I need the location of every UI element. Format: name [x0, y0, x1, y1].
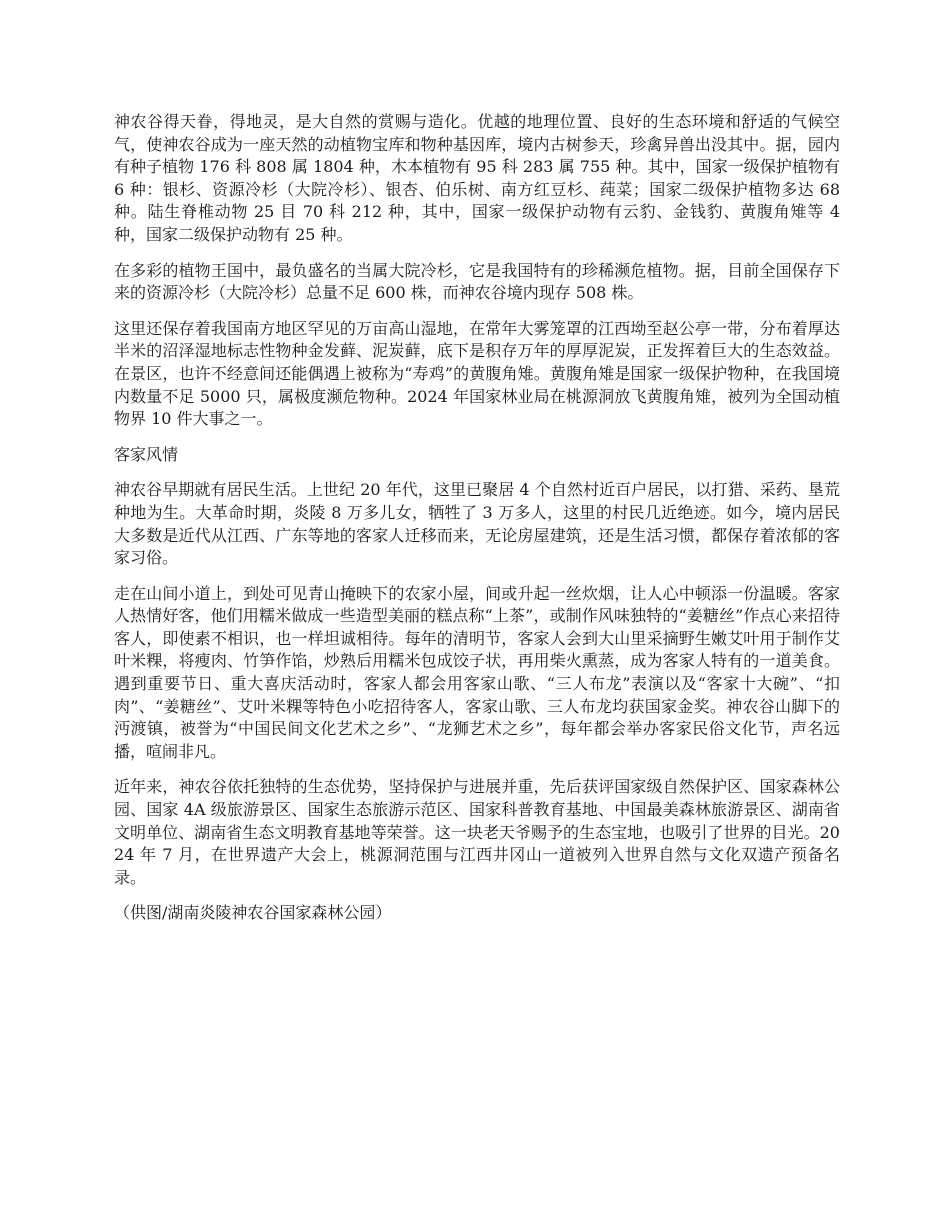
photo-credit: （供图/湖南炎陵神农谷国家森林公园）	[114, 903, 392, 923]
paragraph-honors: 近年来，神农谷依托独特的生态优势，坚持保护与进展并重，先后获评国家级自然保护区、国家森林公园、国家 4A 级旅游景区、国家生态旅游示范区、国家科普教育基地、中国最美森林旅游景区、湖南省文明单位、湖南省生态文明教育基地等荣誉。这一块老天爷赐予的生态宝地，也吸引了世界的目光。2024 年 7 月，在世界遗产大会上，桃源洞范围与江西井冈山一道被列入世界自然与文化双遗产预备名录。	[114, 777, 840, 887]
section-heading: 客家风情	[114, 444, 179, 464]
article-body	[114, 111, 840, 925]
paragraph-hakka-history: 神农谷早期就有居民生活。上世纪 20 年代，这里已聚居 4 个自然村近百户居民，以打猎、采药、垦荒种地为生。大革命时期，炎陵 8 万多儿女，牺牲了 3 万多人，这里的村民几近绝迹。如今，境内居民大多数是近代从江西、广东等地的客家人迁移而来，无论房屋建筑，还是生活习惯，都保存着浓郁的客家习俗。	[114, 480, 840, 568]
paragraph-wetland: 这里还保存着我国南方地区罕见的万亩高山湿地，在常年大雾笼罩的江西坳至赵公亭一带，分布着厚达半米的沼泽湿地标志性物种金发藓、泥炭藓，底下是积存万年的厚厚泥炭，正发挥着巨大的生态效益。在景区，也许不经意间还能偶遇上被称为“寿鸡”的黄腹角雉。黄腹角雉是国家一级保护物种，在我国境内数量不足 5000 只，属极度濒危物种。2024 年国家林业局在桃源洞放飞黄腹角雉，被列为全国动植物界 10 件大事之一。	[114, 318, 840, 429]
paragraph-fir-trees: 在多彩的植物王国中，最负盛名的当属大院冷杉，它是我国特有的珍稀濒危植物。据，目前全国保存下来的资源冷杉（大院冷杉）总量不足 600 株，而神农谷境内现存 508 株。	[114, 260, 840, 303]
paragraph-biodiversity: 神农谷得天眷，得地灵，是大自然的赏赐与造化。优越的地理位置、良好的生态环境和舒适的气候空气，使神农谷成为一座天然的动植物宝库和物种基因库，境内古树参天，珍禽异兽出没其中。据，园内有种子植物 176 科 808 属 1804 种，木本植物有 95 科 283 属 755 种。其中，国家一级保护植物有 6 种：银杉、资源冷杉（大院冷杉）、银杏、伯乐树、南方红豆杉、莼菜；国家二级保护植物多达 68 种。陆生脊椎动物 25 目 70 科 212 种，其中，国家一级保护动物有云豹、金钱豹、黄腹角雉等 4 种，国家二级保护动物有 25 种。	[114, 112, 840, 244]
paragraph-hakka-customs: 走在山间小道上，到处可见青山掩映下的农家小屋，间或升起一丝炊烟，让人心中顿添一份温暖。客家人热情好客，他们用糯米做成一些造型美丽的糕点称“上茶”，或制作风味独特的“姜糖丝”作点心来招待客人，即使素不相识，也一样坦诚相待。每年的清明节，客家人会到大山里采摘野生嫩艾叶用于制作艾叶米粿，将瘦肉、竹笋作馅，炒熟后用糯米包成饺子状，再用柴火熏蒸，成为客家人特有的一道美食。遇到重要节日、重大喜庆活动时，客家人都会用客家山歌、“三人布龙”表演以及“客家十大碗”、“扣肉”、“姜糖丝”、艾叶米粿等特色小吃招待客人，客家山歌、三人布龙均获国家金奖。神农谷山脚下的沔渡镇，被誉为“中国民间文化艺术之乡”、“龙狮艺术之乡”，每年都会举办客家民俗文化节，声名远播，喧闹非凡。	[114, 583, 840, 761]
